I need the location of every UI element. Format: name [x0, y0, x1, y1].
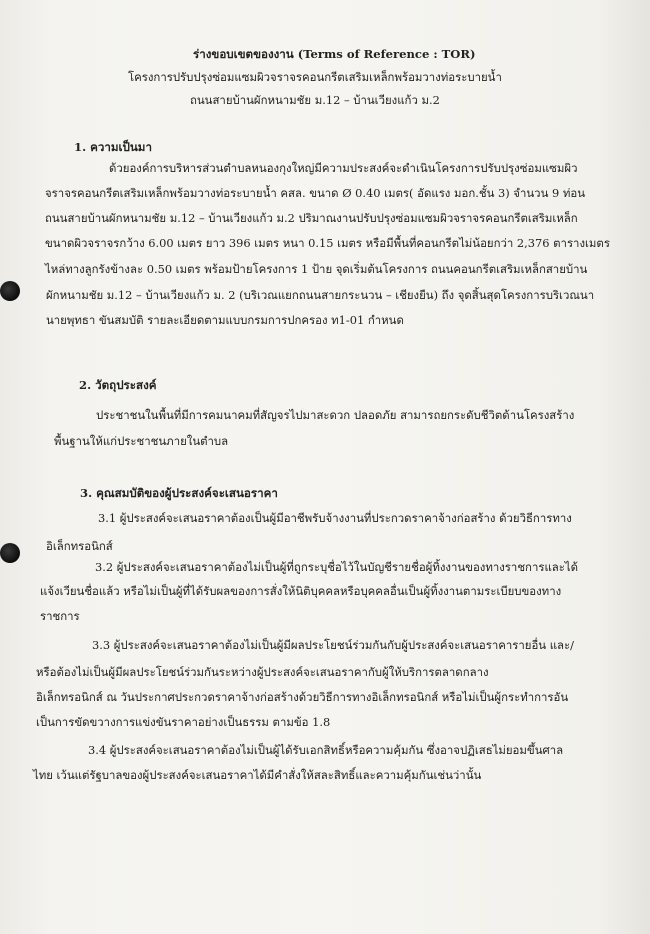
punch-hole: [0, 543, 20, 563]
section-3-line: หรือต้องไม่เป็นผู้มีผลประโยชน์ร่วมกันระหว่างผู้ประสงค์จะเสนอราคากับผู้ให้บริการตลาดกลาง: [36, 665, 489, 679]
section-3-line: 3.1 ผู้ประสงค์จะเสนอราคาต้องเป็นผู้มีอาชีพรับจ้างงานที่ประกวดราคาจ้างก่อสร้าง ด้วยวิธีการทาง: [98, 511, 572, 525]
section-1-line: ผักหนามชัย ม.12 – บ้านเวียงแก้ว ม. 2 (บริเวณแยกถนนสายกระนวน – เชียงยืน) ถึง จุดสิ้นสุดโครงการบริเวณนา: [46, 288, 595, 302]
road-name: ถนนสายบ้านผักหนามชัย ม.12 – บ้านเวียงแก้ว ม.2: [190, 93, 440, 107]
section-3-line: เป็นการขัดขวางการแข่งขันราคาอย่างเป็นธรรม ตามข้อ 1.8: [36, 715, 331, 729]
section-3-line: แจ้งเวียนชื่อแล้ว หรือไม่เป็นผู้ที่ได้รับผลของการสั่งให้นิติบุคคลหรือบุคคลอื่นเป็นผู้ทิ้งงานตามระเบียบของทาง: [40, 584, 562, 598]
section-1-heading: 1. ความเป็นมา: [74, 140, 152, 154]
section-1-line: ขนาดผิวจราจรกว้าง 6.00 เมตร ยาว 396 เมตร หนา 0.15 เมตร หรือมีพื้นที่คอนกรีตไม่น้อยกว่า 2,376 ตารางเมตร: [45, 236, 610, 250]
document-title: ร่างขอบเขตของงาน (Terms of Reference : TOR): [193, 47, 476, 61]
section-2-line: ประชาชนในพื้นที่มีการคมนาคมที่สัญจรไปมาสะดวก ปลอดภัย สามารถยกระดับชีวิตด้านโครงสร้าง: [96, 408, 575, 422]
section-1-line: นายพุทธา ขันสมบัติ รายละเอียดตามแบบกรมการปกครอง ท1-01 กำหนด: [46, 313, 404, 327]
section-3-line: ราชการ: [40, 609, 80, 623]
project-name: โครงการปรับปรุงซ่อมแซมผิวจราจรคอนกรีตเสริมเหล็กพร้อมวางท่อระบายน้ำ: [128, 70, 502, 84]
section-2-heading: 2. วัตถุประสงค์: [79, 378, 157, 392]
section-3-line: ไทย เว้นแต่รัฐบาลของผู้ประสงค์จะเสนอราคาได้มีคำสั่งให้สละสิทธิ์และความคุ้มกันเช่นว่านั้น: [33, 768, 482, 782]
section-3-line: อิเล็กทรอนิกส์: [46, 539, 113, 553]
section-3-line: 3.3 ผู้ประสงค์จะเสนอราคาต้องไม่เป็นผู้มีผลประโยชน์ร่วมกันกับผู้ประสงค์จะเสนอราคารายอื่น และ/: [92, 638, 574, 652]
section-1-line: จราจรคอนกรีตเสริมเหล็กพร้อมวางท่อระบายน้ำ คสล. ขนาด Ø 0.40 เมตร( อัดแรง มอก.ชั้น 3) จำนวน 9 ท่อน: [45, 186, 585, 200]
section-1-line: ไหล่ทางลูกรังข้างละ 0.50 เมตร พร้อมป้ายโครงการ 1 ป้าย จุดเริ่มต้นโครงการ ถนนคอนกรีตเสริมเหล็กสายบ้าน: [45, 262, 588, 276]
section-1-line: ถนนสายบ้านผักหนามชัย ม.12 – บ้านเวียงแก้ว ม.2 ปริมาณงานปรับปรุงซ่อมแซมผิวจราจรคอนกรีตเสริมเหล็ก: [45, 211, 578, 225]
section-3-line: 3.2 ผู้ประสงค์จะเสนอราคาต้องไม่เป็นผู้ที่ถูกระบุชื่อไว้ในบัญชีรายชื่อผู้ทิ้งงานของทางราชการและได้: [95, 560, 579, 574]
punch-hole: [0, 281, 20, 301]
section-2-line: พื้นฐานให้แก่ประชาชนภายในตำบล: [54, 434, 229, 448]
section-1-line: ด้วยองค์การบริหารส่วนตำบลหนองกุงใหญ่มีความประสงค์จะดำเนินโครงการปรับปรุงซ่อมแซมผิว: [109, 161, 578, 175]
section-3-line: 3.4 ผู้ประสงค์จะเสนอราคาต้องไม่เป็นผู้ได้รับเอกสิทธิ์หรือความคุ้มกัน ซึ่งอาจปฏิเสธไม่ยอมขึ้นศาล: [88, 743, 564, 757]
section-3-heading: 3. คุณสมบัติของผู้ประสงค์จะเสนอราคา: [80, 486, 278, 500]
section-3-line: อิเล็กทรอนิกส์ ณ วันประกาศประกวดราคาจ้างก่อสร้างด้วยวิธีการทางอิเล็กทรอนิกส์ หรือไม่เป็นผู้กระทำการอัน: [36, 690, 569, 704]
